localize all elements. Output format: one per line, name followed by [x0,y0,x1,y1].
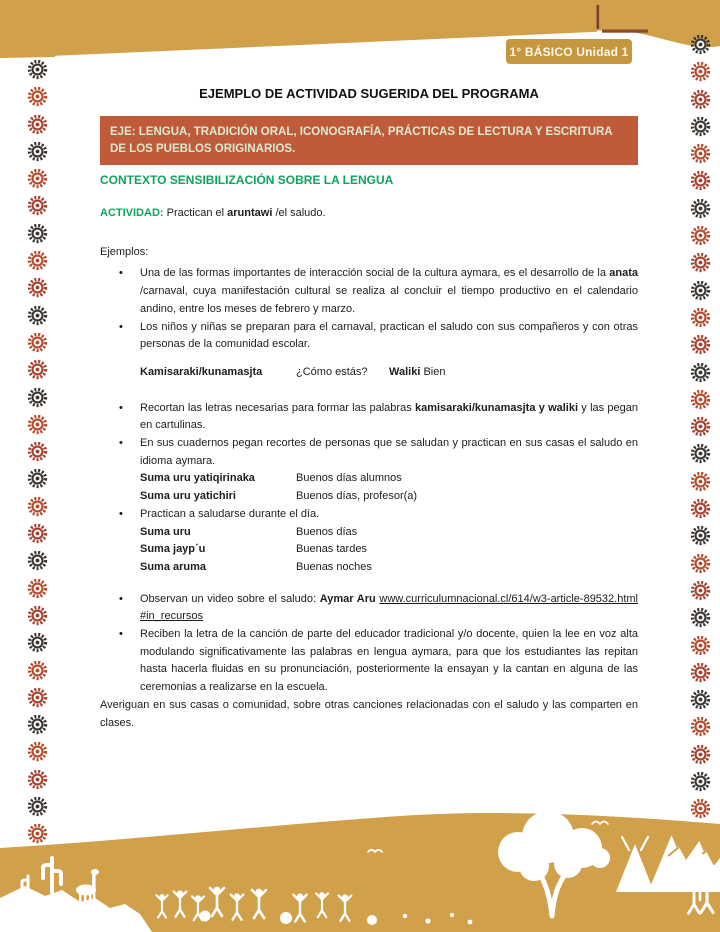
text-segment: ACTIVIDAD: [100,207,164,219]
top-dark-tick [597,5,600,29]
medallion-icon [689,715,712,738]
medallion-icon [26,713,49,736]
medallion-icon [26,413,49,436]
bottom-landscape-art [0,740,720,932]
medallion-icon [689,415,712,438]
medallion-icon [689,333,712,356]
example-list-2 [100,400,638,577]
medallion-icon [689,524,712,547]
medallion-icon [26,386,49,409]
list-item [100,506,638,524]
shrub-silhouette [367,915,377,925]
greeting-pair [140,488,638,506]
medallion-icon [689,388,712,411]
medallion-icon [26,194,49,217]
text-segment: Observan un video sobre el saludo: [140,592,320,605]
closing-paragraph: Averiguan en sus casas o comunidad, sobre otras canciones relacionadas con el saludo y las comparten en clases. [100,698,638,729]
pair-aymara: Suma uru [140,525,191,538]
medallion-icon [689,197,712,220]
greeting-aymara: Kamisaraki/kunamasjta [140,365,263,378]
greeting-pair [140,541,638,559]
medallion-icon [689,169,712,192]
medallion-icon [26,167,49,190]
medallion-icon [689,497,712,520]
text-segment: anata [609,267,638,280]
medallion-icon [689,470,712,493]
page-title: EJEMPLO DE ACTIVIDAD SUGERIDA DEL PROGRAMA [199,86,539,101]
medallion-icon [26,249,49,272]
text-segment: Aymar Aru [319,592,376,605]
list-item [100,435,638,470]
medallion-icon [689,142,712,165]
medallion-icon [689,552,712,575]
text-segment: Los niños y niñas se preparan para el carnaval, practican el saludo con sus compañeros y con otras personas de la comunidad escolar. [140,320,638,351]
medallion-icon [689,579,712,602]
medallion-icon [689,634,712,657]
pair-spanish: Buenos días [296,525,358,538]
pair-aymara: Suma aruma [140,560,207,573]
greeting-answer-spanish: Bien [420,365,446,378]
medallion-icon [689,88,712,111]
medallion-icon [26,659,49,682]
medallion-icon [26,331,49,354]
pair-aymara: Suma jayp´u [140,543,206,556]
medallion-icon [26,631,49,654]
medallion-icon [26,549,49,572]
medallion-icon [26,304,49,327]
pair-spanish: Buenos días alumnos [296,472,402,485]
plant-dot [425,918,430,923]
text-segment: Reciben la letra de la canción de parte del educador tradicional y/o docente, quien la lee en voz alta modulando significativamente las palabras en lengua aymara, para que los estudiantes las repitan hasta hacerla fluidas en su pronunciación, posteriormente la ensayan y la cantan en alguna de las ceremonias a realizarse en la escuela. [140,628,638,694]
pair-aymara: Suma uru yatichiri [140,490,236,503]
medallion-icon [689,688,712,711]
pair-spanish: Buenos días, profesor(a) [296,490,418,503]
greeting-spanish: ¿Cómo estás? [296,365,368,378]
medallion-icon [26,686,49,709]
left-ornamental-border [26,58,49,845]
example-list-1 [100,265,638,354]
pair-spanish: Buenas noches [296,560,372,573]
plant-dot [403,914,407,918]
text-segment: aruntawi [227,207,273,219]
right-ornamental-border [689,33,712,820]
resource-link[interactable]: www.curriculumnacional.cl/614/w3-article-89532.html#in_recursos [140,592,638,623]
greeting-pair [140,559,638,577]
pair-spanish: Buenas tardes [296,543,367,556]
medallion-icon [26,85,49,108]
medallion-icon [689,60,712,83]
text-segment: En sus cuadernos pegan recortes de personas que se saludan y practican en sus casas el saludo en idioma aymara. [140,437,638,467]
text-segment: kamisaraki/kunamasjta y waliki [414,401,579,414]
plant-dot [450,913,454,917]
medallion-icon [26,522,49,545]
medallion-icon [689,361,712,384]
medallion-icon [689,279,712,302]
greeting-answer [389,364,445,382]
list-item [100,265,638,318]
document-body [100,85,638,732]
text-segment: Recortan las letras necesarias para formar las palabras [140,401,415,414]
greeting-answer-aymara: Waliki [389,365,421,378]
greeting-pair [140,524,638,542]
medallion-icon [689,251,712,274]
text-segment: /el saludo. [272,207,326,219]
text-segment: Practican el [163,207,228,219]
medallion-icon [689,306,712,329]
activity-line [100,205,638,223]
medallion-icon [26,58,49,81]
medallion-icon [26,140,49,163]
greeting-pair [140,470,638,488]
text-segment: y las pegan en cartulinas. [140,401,638,432]
medallion-icon [689,115,712,138]
top-dark-segment [602,30,648,33]
medallion-icon [689,224,712,247]
medallion-icon [26,222,49,245]
plant-dot [468,920,473,925]
text-segment: /carnaval, cuya manifestación cultural se realiza al concluir el tiempo productivo en el calendario andino, entre los meses de febrero y marzo. [140,285,638,315]
medallion-icon [689,442,712,465]
medallion-icon [689,33,712,56]
list-item [100,400,638,435]
eje-banner: EJE: LENGUA, TRADICIÓN ORAL, ICONOGRAFÍA, PRÁCTICAS DE LECTURA Y ESCRITURA DE LOS PUEBLOS ORIGINARIOS. [100,116,638,165]
medallion-icon [26,495,49,518]
shrub-silhouette [280,912,292,924]
list-item [100,591,638,626]
medallion-icon [689,661,712,684]
greeting-row [140,364,638,382]
text-segment: Una de las formas importantes de interacción social de la cultura aymara, es el desarrollo de la [140,267,610,280]
medallion-icon [26,113,49,136]
list-item [100,319,638,354]
medallion-icon [26,604,49,627]
text-segment: Practican a saludarse durante el día. [140,507,320,520]
medallion-icon [26,577,49,600]
medallion-icon [26,358,49,381]
list-item [100,626,638,697]
example-list-3 [100,591,638,697]
medallion-icon [26,440,49,463]
examples-label: Ejemplos: [100,245,149,258]
medallion-icon [26,276,49,299]
medallion-icon [689,606,712,629]
unit-badge: 1° BÁSICO Unidad 1 [506,39,632,64]
context-heading: CONTEXTO SENSIBILIZACIÓN SOBRE LA LENGUA [100,173,394,187]
medallion-icon [26,467,49,490]
pair-aymara: Suma uru yatiqirinaka [140,472,255,485]
